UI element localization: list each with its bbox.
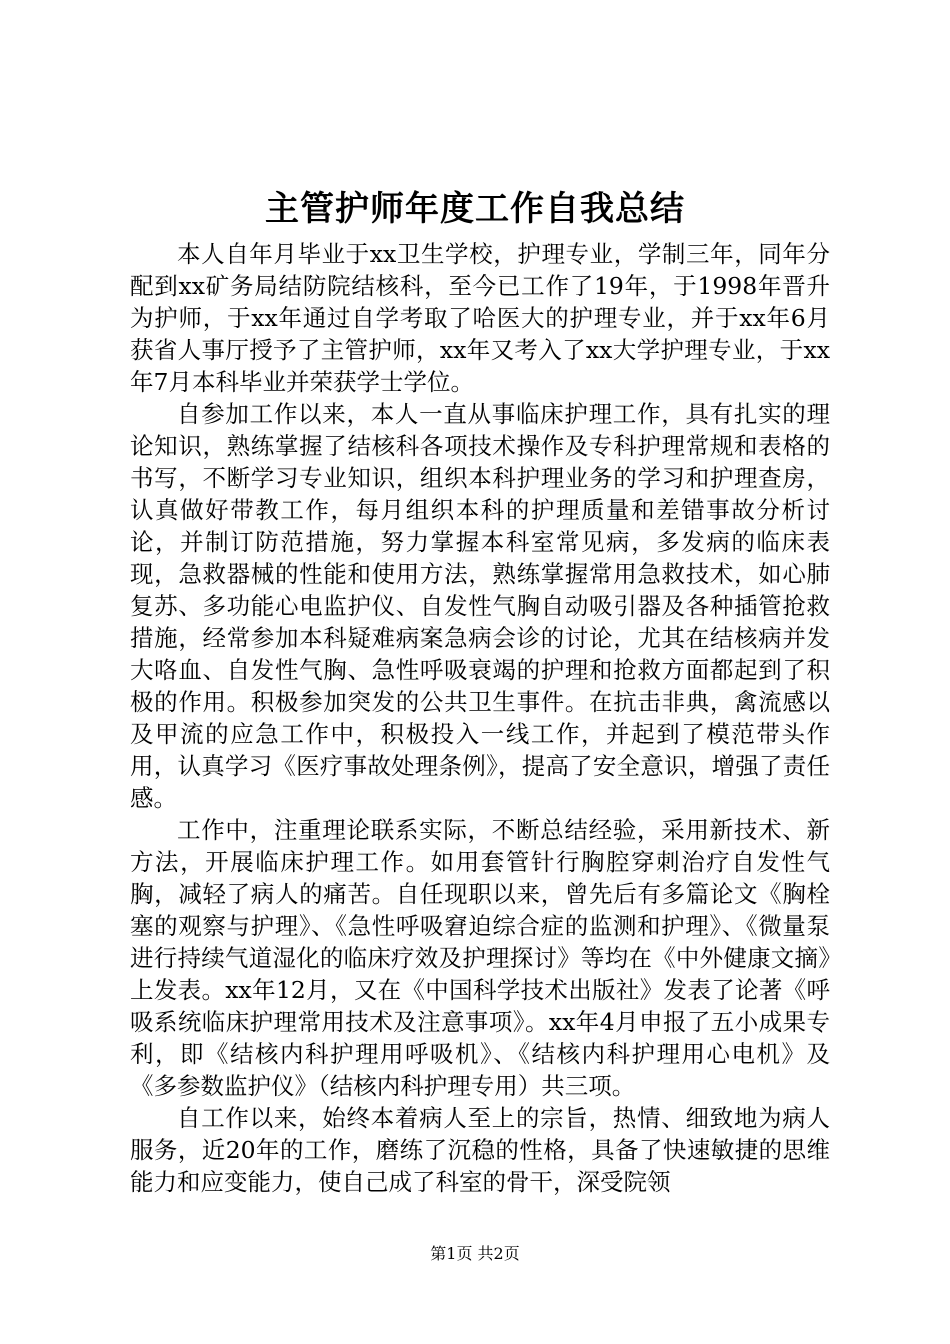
paragraph-1: 本人自年月毕业于xx卫生学校，护理专业，学制三年，同年分配到xx矿务局结防院结核科，至今已工作了19年，于1998年晋升为护师，于xx年通过自学考取了哈医大的护理专业，并于xx年6月获省人事厅授予了主管护师，xx年又考入了xx大学护理专业，于xx年7月本科毕业并荣获学士学位。 [130, 240, 830, 396]
document-body [130, 238, 830, 1198]
page-footer: 第1页 共2页 [430, 1244, 520, 1263]
document-title: 主管护师年度工作自我总结 [265, 189, 685, 229]
paragraph-4: 自工作以来，始终本着病人至上的宗旨，热情、细致地为病人服务，近20年的工作，磨练了沉稳的性格，具备了快速敏捷的思维能力和应变能力，使自己成了科室的骨干，深受院领 [130, 1104, 830, 1196]
paragraph-2: 自参加工作以来，本人一直从事临床护理工作，具有扎实的理论知识，熟练掌握了结核科各项技术操作及专科护理常规和表格的书写，不断学习专业知识，组织本科护理业务的学习和护理查房，认真做好带教工作，每月组织本科的护理质量和差错事故分析讨论，并制订防范措施，努力掌握本科室常见病，多发病的临床表现，急救器械的性能和使用方法，熟练掌握常用急救技术，如心肺复苏、多功能心电监护仪、自发性气胸自动吸引器及各种插管抢救措施，经常参加本科疑难病案急病会诊的讨论，尤其在结核病并发大咯血、自发性气胸、急性呼吸衰竭的护理和抢救方面都起到了积极的作用。积极参加突发的公共卫生事件。在抗击非典，禽流感以及甲流的应急工作中，积极投入一线工作，并起到了模范带头作用，认真学习《医疗事故处理条例》，提高了安全意识，增强了责任感。 [130, 400, 830, 812]
paragraph-3: 工作中，注重理论联系实际，不断总结经验，采用新技术、新方法，开展临床护理工作。如用套管针行胸腔穿刺治疗自发性气胸，减轻了病人的痛苦。自任现职以来，曾先后有多篇论文《胸栓塞的观察与护理》、《急性呼吸窘迫综合症的监测和护理》、《微量泵进行持续气道湿化的临床疗效及护理探讨》等均在《中外健康文摘》上发表。xx年12月，又在《中国科学技术出版社》发表了论著《呼吸系统临床护理常用技术及注意事项》。xx年4月申报了五小成果专利，即《结核内科护理用呼吸机》、《结核内科护理用心电机》及《多参数监护仪》（结核内科护理专用）共三项。 [130, 816, 830, 1100]
